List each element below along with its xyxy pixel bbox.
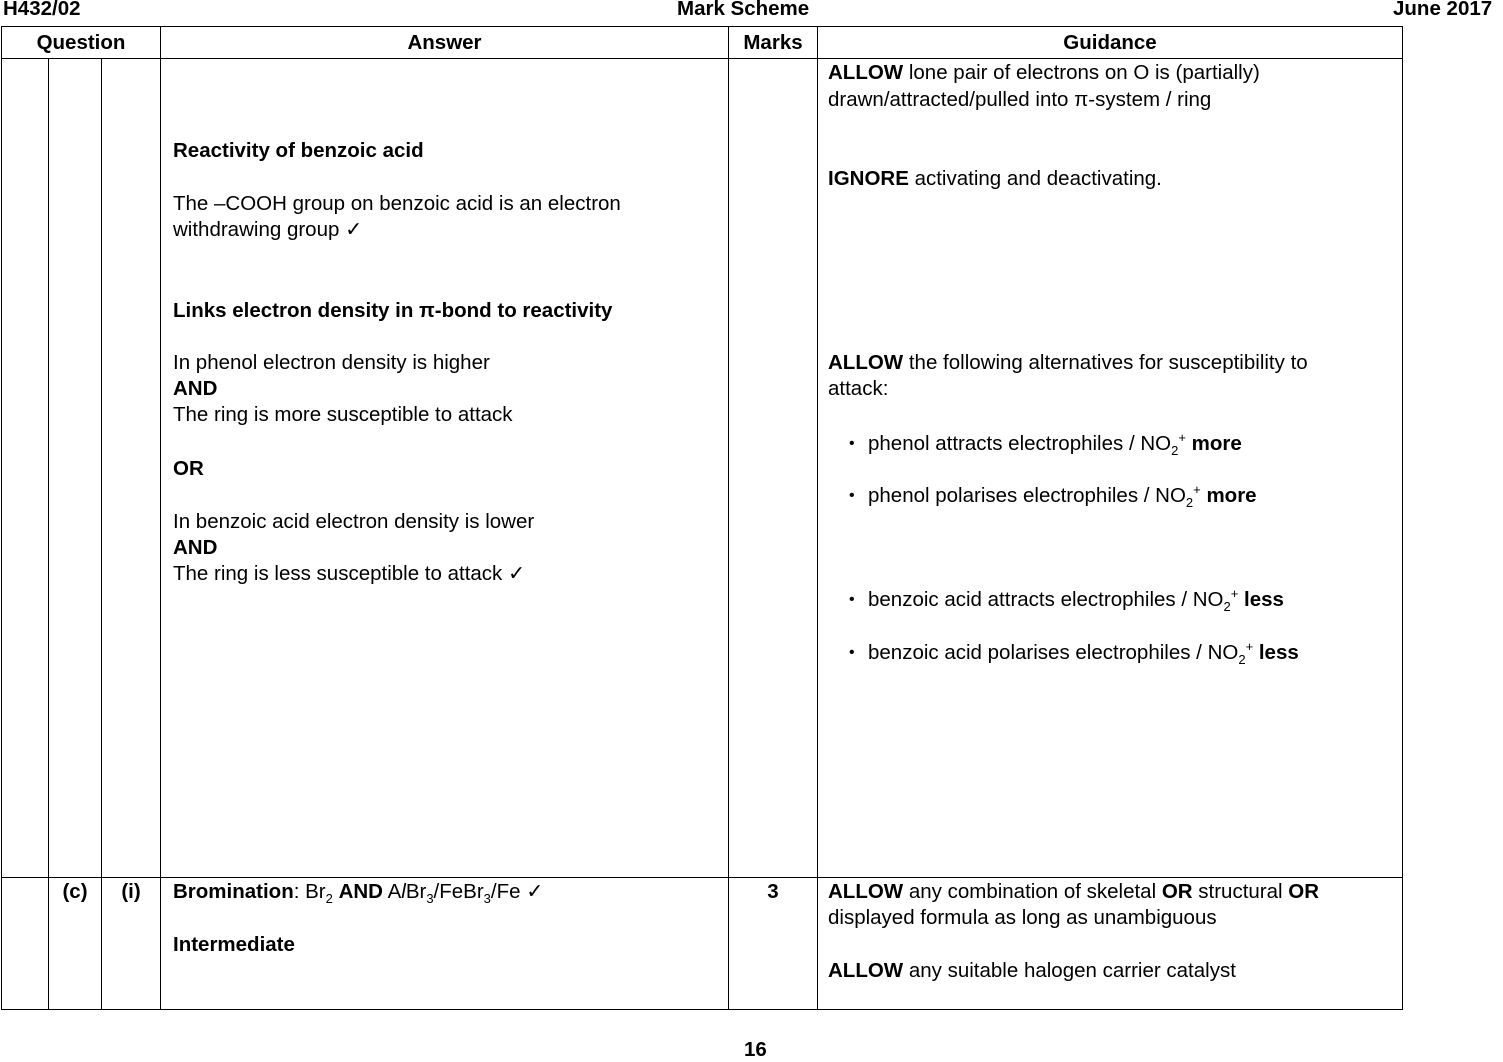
guidance-line: displayed formula as long as unambiguous [828,906,1217,929]
bullet-text: benzoic acid attracts electrophiles / NO [868,588,1224,611]
marks-value: 3 [767,880,779,903]
guidance-text: any suitable halogen carrier catalyst [903,959,1236,982]
answer-text: A [387,880,402,903]
answer-line: The –COOH group on benzoic acid is an electron [173,192,621,215]
guidance-text: any combination of skeletal [903,880,1162,903]
allow-keyword: ALLOW [828,959,904,982]
guidance-line: drawn/attracted/pulled into π-system / ring [828,88,1212,111]
guidance-cell [818,59,1403,878]
answer-line: In benzoic acid electron density is lower [173,510,535,533]
part-cell [49,878,102,1010]
answer-line [173,879,543,905]
answer-text: /Fe ✓ [490,880,544,903]
answer-text: l [401,880,406,903]
part-cell [49,59,102,878]
subpart-cell [102,878,161,1010]
question-cell [2,878,49,1010]
subscript: 2 [1223,599,1231,615]
or-keyword: OR [1161,880,1193,903]
doc-code: H432/02 [3,0,81,20]
mark-scheme-table [1,26,1403,1010]
guidance-line [828,350,1308,376]
answer-cell [161,878,729,1010]
answer-text: /FeBr [433,880,484,903]
answer-text: Br [405,880,427,903]
col-header-marks: Marks [729,27,818,59]
doc-title: Mark Scheme [677,0,810,20]
marks-cell [729,878,818,1010]
answer-text: : Br [293,880,326,903]
part-label: (c) [62,880,88,903]
bromination-keyword: Bromination [173,880,294,903]
answer-line: withdrawing group ✓ [173,218,363,241]
guidance-text: lone pair of electrons on O is (partially) [903,61,1260,84]
table-row [2,59,1403,878]
subscript: 2 [1171,443,1179,459]
answer-or: OR [173,457,204,480]
guidance-cell [818,878,1403,1010]
answer-heading-reactivity: Reactivity of benzoic acid [173,139,424,162]
answer-heading-links: Links electron density in π-bond to reactivity [173,299,613,322]
guidance-line [828,958,1236,984]
answer-and: AND [173,536,218,559]
col-header-answer: Answer [161,27,729,59]
superscript: + [1245,639,1254,655]
guidance-line [828,166,1162,192]
guidance-bullet [868,431,1242,457]
guidance-bullet [868,587,1284,613]
allow-keyword: ALLOW [828,351,904,374]
allow-keyword: ALLOW [828,61,904,84]
col-header-question: Question [2,27,161,59]
guidance-line: attack: [828,377,889,400]
bullet-text: phenol attracts electrophiles / NO [868,432,1172,455]
guidance-text: structural [1192,880,1289,903]
subscript: 3 [483,891,491,907]
guidance-line [828,60,1260,86]
guidance-text: activating and deactivating. [908,167,1162,190]
marks-cell [729,59,818,878]
or-keyword: OR [1288,880,1320,903]
answer-line: In phenol electron density is higher [173,351,490,374]
guidance-line [828,879,1319,905]
superscript: + [1193,482,1201,498]
subscript: 3 [426,891,434,907]
guidance-bullet [868,483,1257,509]
answer-line: The ring is less susceptible to attack ✓ [173,562,526,585]
allow-keyword: ALLOW [828,880,904,903]
superscript: + [1178,430,1186,446]
subpart-cell [102,59,161,878]
bullet-text: benzoic acid polarises electrophiles / NO [868,641,1239,664]
bullet-emphasis: less [1258,641,1299,664]
superscript: + [1230,586,1239,602]
answer-line: The ring is more susceptible to attack [173,403,513,426]
page-number: 16 [744,1038,767,1061]
bullet-emphasis: more [1191,432,1242,455]
question-cell [2,59,49,878]
subpart-label: (i) [121,880,141,903]
col-header-guidance: Guidance [818,27,1403,59]
guidance-text: the following alternatives for susceptibility to [903,351,1308,374]
ignore-keyword: IGNORE [828,167,909,190]
answer-and: AND [173,377,218,400]
bullet-emphasis: more [1206,484,1257,507]
subscript: 2 [1238,652,1246,668]
subscript: 2 [1185,495,1194,511]
table-header-row [2,27,1403,59]
guidance-bullet [868,640,1299,666]
bullet-text: phenol polarises electrophiles / NO [868,484,1186,507]
answer-cell [161,59,729,878]
doc-date: June 2017 [1393,0,1493,20]
table-row [2,878,1403,1010]
subscript: 2 [325,891,333,907]
intermediate-heading: Intermediate [173,933,295,956]
and-keyword: AND [338,880,383,903]
bullet-emphasis: less [1244,588,1284,611]
